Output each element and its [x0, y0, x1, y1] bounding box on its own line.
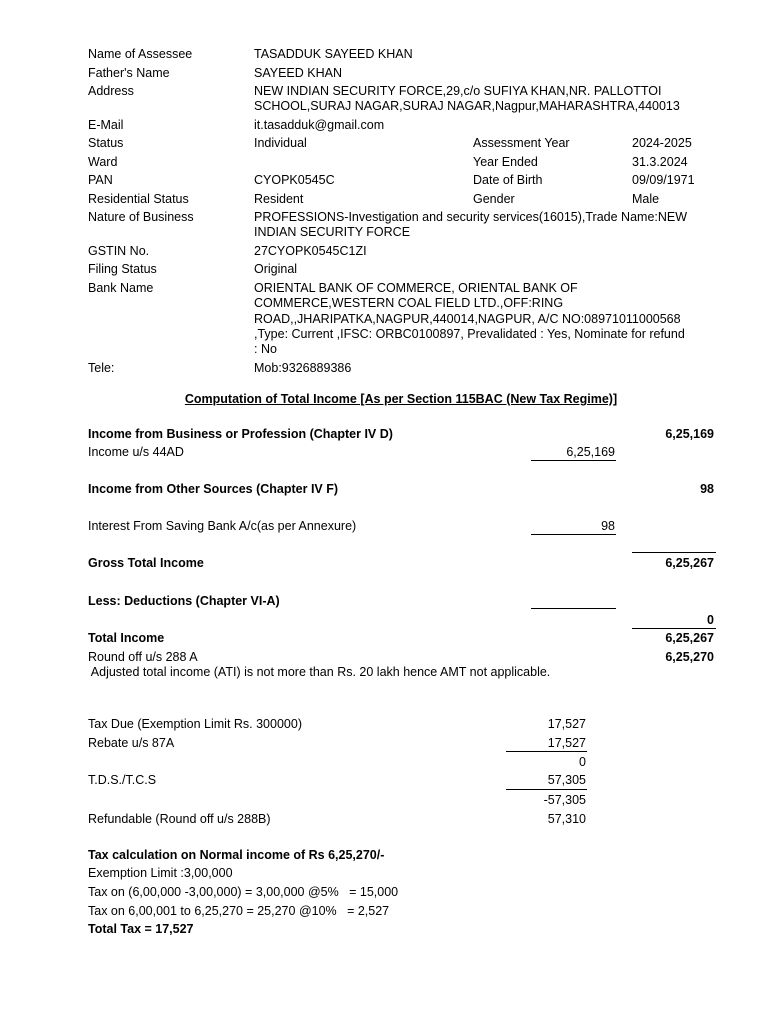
- calc-exemption: Exemption Limit :3,00,000: [88, 866, 233, 880]
- calc-total: Total Tax = 17,527: [88, 922, 194, 936]
- tele-value: Mob:9326889386: [254, 361, 352, 375]
- gti-value: 6,25,267: [665, 556, 714, 570]
- deductions-value: 0: [707, 613, 714, 627]
- interest-underline: [531, 534, 616, 535]
- dob-label: Date of Birth: [473, 173, 543, 187]
- income-44ad-underline: [531, 460, 616, 461]
- bank-line-5: : No: [254, 342, 277, 356]
- address-line-1: NEW INDIAN SECURITY FORCE,29,c/o SUFIYA KHAN,NR. PALLOTTOI: [254, 84, 662, 98]
- refund-value: 57,310: [547, 812, 586, 826]
- nature-of-business-line-2: INDIAN SECURITY FORCE: [254, 225, 411, 239]
- residential-status-label: Residential Status: [88, 192, 189, 206]
- round-off-label: Round off u/s 288 A: [88, 650, 198, 664]
- residential-status-value: Resident: [254, 192, 304, 206]
- ward-label: Ward: [88, 155, 118, 169]
- other-sources-heading: Income from Other Sources (Chapter IV F): [88, 482, 339, 496]
- gender-label: Gender: [473, 192, 515, 206]
- total-income-label: Total Income: [88, 631, 165, 645]
- father-label: Father's Name: [88, 66, 170, 80]
- round-off-value: 6,25,270: [665, 650, 714, 664]
- email-value: it.tasadduk@gmail.com: [254, 118, 385, 132]
- tds-value: 57,305: [547, 773, 586, 787]
- rebate-label: Rebate u/s 87A: [88, 736, 175, 750]
- calc-slab-1: Tax on (6,00,000 -3,00,000) = 3,00,000 @5% = 15,000: [88, 885, 399, 899]
- business-income-total: 6,25,169: [665, 427, 714, 441]
- gender-value: Male: [632, 192, 660, 206]
- interest-label: Interest From Saving Bank A/c(as per Annexure): [88, 519, 357, 533]
- nature-of-business-label: Nature of Business: [88, 210, 194, 224]
- gti-overline: [632, 552, 716, 553]
- ati-note: Adjusted total income (ATI) is not more than Rs. 20 lakh hence AMT not applicable.: [88, 665, 551, 679]
- net-tax-value: 0: [579, 755, 586, 769]
- rebate-value: 17,527: [547, 736, 586, 750]
- business-income-heading: Income from Business or Profession (Chapter IV D): [88, 427, 393, 441]
- bank-line-2: COMMERCE,WESTERN COAL FIELD LTD.,OFF:RING: [254, 296, 564, 310]
- tax-due-label: Tax Due (Exemption Limit Rs. 300000): [88, 717, 302, 731]
- filing-status-value: Original: [254, 262, 298, 276]
- tds-label: T.D.S./T.C.S: [88, 773, 157, 787]
- calc-heading: Tax calculation on Normal income of Rs 6,25,270/-: [88, 848, 385, 862]
- gti-label: Gross Total Income: [88, 556, 204, 570]
- income-44ad-value: 6,25,169: [566, 445, 615, 459]
- assessment-year-label: Assessment Year: [473, 136, 570, 150]
- tax-due-value: 17,527: [547, 717, 586, 731]
- income-44ad-label: Income u/s 44AD: [88, 445, 184, 459]
- pan-label: PAN: [88, 173, 113, 187]
- assessment-year-value: 2024-2025: [632, 136, 692, 150]
- name-value: TASADDUK SAYEED KHAN: [254, 47, 413, 61]
- calc-slab-2: Tax on 6,00,001 to 6,25,270 = 25,270 @10% = 2,527: [88, 904, 390, 918]
- year-ended-label: Year Ended: [473, 155, 538, 169]
- email-label: E-Mail: [88, 118, 124, 132]
- filing-status-label: Filing Status: [88, 262, 157, 276]
- deductions-underline: [531, 608, 616, 609]
- rebate-underline: [506, 751, 587, 752]
- tds-underline: [506, 789, 587, 790]
- bank-line-3: ROAD,,JHARIPATKA,NAGPUR,440014,NAGPUR, A/C NO:08971011000568: [254, 312, 681, 326]
- dob-value: 09/09/1971: [632, 173, 695, 187]
- gstin-label: GSTIN No.: [88, 244, 150, 258]
- balance-value: -57,305: [543, 793, 586, 807]
- interest-value: 98: [601, 519, 615, 533]
- other-sources-total: 98: [700, 482, 714, 496]
- total-income-overline: [632, 628, 716, 629]
- name-label: Name of Assessee: [88, 47, 193, 61]
- status-value: Individual: [254, 136, 307, 150]
- gstin-value: 27CYOPK0545C1ZI: [254, 244, 367, 258]
- tele-label: Tele:: [88, 361, 115, 375]
- total-income-value: 6,25,267: [665, 631, 714, 645]
- bank-name-label: Bank Name: [88, 281, 154, 295]
- bank-line-1: ORIENTAL BANK OF COMMERCE, ORIENTAL BANK OF: [254, 281, 578, 295]
- computation-title: Computation of Total Income [As per Section 115BAC (New Tax Regime)]: [184, 392, 618, 406]
- pan-value: CYOPK0545C: [254, 173, 335, 187]
- address-label: Address: [88, 84, 134, 98]
- bank-line-4: ,Type: Current ,IFSC: ORBC0100897, Prevalidated : Yes, Nominate for refund: [254, 327, 685, 341]
- refund-label: Refundable (Round off u/s 288B): [88, 812, 271, 826]
- nature-of-business-line-1: PROFESSIONS-Investigation and security services(16015),Trade Name:NEW: [254, 210, 688, 224]
- deductions-label: Less: Deductions (Chapter VI-A): [88, 594, 280, 608]
- status-label: Status: [88, 136, 124, 150]
- year-ended-value: 31.3.2024: [632, 155, 688, 169]
- father-value: SAYEED KHAN: [254, 66, 342, 80]
- address-line-2: SCHOOL,SURAJ NAGAR,SURAJ NAGAR,Nagpur,MAHARASHTRA,440013: [254, 99, 680, 113]
